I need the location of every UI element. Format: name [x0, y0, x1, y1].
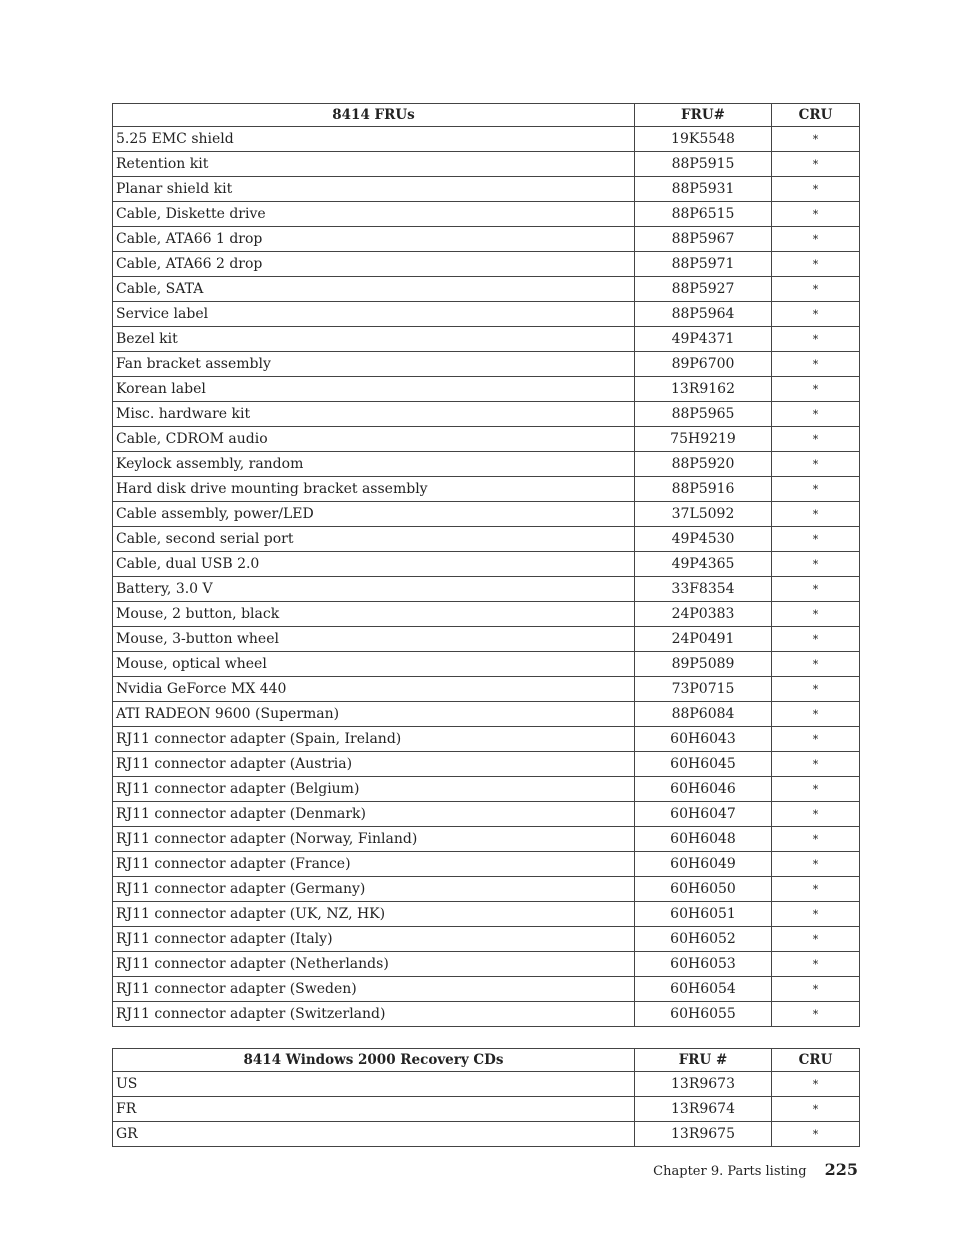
cell-description: RJ11 connector adapter (Spain, Ireland) — [113, 727, 635, 752]
cell-cru: * — [772, 152, 860, 177]
cell-description: Retention kit — [113, 152, 635, 177]
table-row — [113, 177, 860, 202]
table-row — [113, 202, 860, 227]
cell-cru: * — [772, 202, 860, 227]
cell-fru-number: 88P5964 — [635, 302, 772, 327]
table-row — [113, 877, 860, 902]
table-row — [113, 327, 860, 352]
table-row — [113, 1002, 860, 1027]
cell-fru-number: 60H6054 — [635, 977, 772, 1002]
cell-description: FR — [113, 1097, 635, 1122]
cell-cru: * — [772, 752, 860, 777]
table-row — [113, 752, 860, 777]
cell-cru: * — [772, 652, 860, 677]
table-row — [113, 302, 860, 327]
table-header-row — [113, 1049, 860, 1072]
cell-description: ATI RADEON 9600 (Superman) — [113, 702, 635, 727]
cell-fru-number: 60H6049 — [635, 852, 772, 877]
table-row — [113, 452, 860, 477]
cell-description: RJ11 connector adapter (Switzerland) — [113, 1002, 635, 1027]
cell-fru-number: 60H6043 — [635, 727, 772, 752]
table-row — [113, 627, 860, 652]
cell-fru-number: 33F8354 — [635, 577, 772, 602]
cell-cru: * — [772, 552, 860, 577]
cell-description: Mouse, optical wheel — [113, 652, 635, 677]
cell-cru: * — [772, 577, 860, 602]
chapter-label: Chapter 9. Parts listing — [653, 1164, 807, 1179]
table-row — [113, 1072, 860, 1097]
cell-fru-number: 24P0491 — [635, 627, 772, 652]
table-row — [113, 477, 860, 502]
cell-fru-number: 13R9675 — [635, 1122, 772, 1147]
cell-description: Mouse, 3-button wheel — [113, 627, 635, 652]
table-row — [113, 127, 860, 152]
cell-description: Cable, ATA66 2 drop — [113, 252, 635, 277]
table-row — [113, 277, 860, 302]
table-row — [113, 377, 860, 402]
table-row — [113, 902, 860, 927]
cell-cru: * — [772, 677, 860, 702]
cell-fru-number: 60H6051 — [635, 902, 772, 927]
table-header-row — [113, 104, 860, 127]
cell-fru-number: 88P5915 — [635, 152, 772, 177]
cell-cru: * — [772, 177, 860, 202]
table-row — [113, 1122, 860, 1147]
cell-fru-number: 49P4371 — [635, 327, 772, 352]
cell-fru-number: 88P6084 — [635, 702, 772, 727]
cell-description: Cable, SATA — [113, 277, 635, 302]
cell-fru-number: 88P5967 — [635, 227, 772, 252]
table-row — [113, 502, 860, 527]
cell-description: 5.25 EMC shield — [113, 127, 635, 152]
cell-cru: * — [772, 902, 860, 927]
cell-cru: * — [772, 702, 860, 727]
cell-description: RJ11 connector adapter (Belgium) — [113, 777, 635, 802]
cell-description: Hard disk drive mounting bracket assembly — [113, 477, 635, 502]
cell-fru-number: 75H9219 — [635, 427, 772, 452]
cell-cru: * — [772, 627, 860, 652]
cell-cru: * — [772, 452, 860, 477]
cell-cru: * — [772, 827, 860, 852]
cell-fru-number: 73P0715 — [635, 677, 772, 702]
table-row — [113, 652, 860, 677]
cell-fru-number: 88P5971 — [635, 252, 772, 277]
cell-fru-number: 13R9162 — [635, 377, 772, 402]
cell-description: RJ11 connector adapter (Italy) — [113, 927, 635, 952]
cell-cru: * — [772, 802, 860, 827]
cell-fru-number: 60H6045 — [635, 752, 772, 777]
cell-fru-number: 60H6050 — [635, 877, 772, 902]
cell-fru-number: 60H6053 — [635, 952, 772, 977]
cell-cru: * — [772, 377, 860, 402]
table-row — [113, 152, 860, 177]
cell-description: Service label — [113, 302, 635, 327]
cell-fru-number: 88P5920 — [635, 452, 772, 477]
cell-description: Cable assembly, power/LED — [113, 502, 635, 527]
cell-cru: * — [772, 852, 860, 877]
cell-description: RJ11 connector adapter (Norway, Finland) — [113, 827, 635, 852]
cell-description: Misc. hardware kit — [113, 402, 635, 427]
table-row — [113, 552, 860, 577]
cell-fru-number: 88P5927 — [635, 277, 772, 302]
cell-fru-number: 89P5089 — [635, 652, 772, 677]
cell-description: Bezel kit — [113, 327, 635, 352]
cell-fru-number: 60H6047 — [635, 802, 772, 827]
cell-fru-number: 60H6052 — [635, 927, 772, 952]
cell-cru: * — [772, 402, 860, 427]
column-header-cru: CRU — [772, 1049, 860, 1072]
column-header-description: 8414 Windows 2000 Recovery CDs — [113, 1049, 635, 1072]
cell-fru-number: 37L5092 — [635, 502, 772, 527]
table-row — [113, 527, 860, 552]
cell-fru-number: 88P5931 — [635, 177, 772, 202]
cell-cru: * — [772, 527, 860, 552]
table-row — [113, 802, 860, 827]
cell-cru: * — [772, 977, 860, 1002]
cell-fru-number: 49P4530 — [635, 527, 772, 552]
cell-description: RJ11 connector adapter (Denmark) — [113, 802, 635, 827]
table-row — [113, 702, 860, 727]
table-row — [113, 1097, 860, 1122]
cell-fru-number: 13R9674 — [635, 1097, 772, 1122]
cell-description: Cable, dual USB 2.0 — [113, 552, 635, 577]
cell-description: Planar shield kit — [113, 177, 635, 202]
cell-description: RJ11 connector adapter (Germany) — [113, 877, 635, 902]
cell-cru: * — [772, 927, 860, 952]
cell-fru-number: 24P0383 — [635, 602, 772, 627]
cell-description: RJ11 connector adapter (UK, NZ, HK) — [113, 902, 635, 927]
column-header-description: 8414 FRUs — [113, 104, 635, 127]
cell-cru: * — [772, 252, 860, 277]
cell-cru: * — [772, 1097, 860, 1122]
cell-cru: * — [772, 302, 860, 327]
cell-fru-number: 88P5965 — [635, 402, 772, 427]
table-row — [113, 777, 860, 802]
cell-fru-number: 89P6700 — [635, 352, 772, 377]
table-row — [113, 727, 860, 752]
fru-table — [112, 103, 860, 1027]
cell-description: Cable, Diskette drive — [113, 202, 635, 227]
cell-cru: * — [772, 602, 860, 627]
column-header-fru: FRU # — [635, 1049, 772, 1072]
cell-cru: * — [772, 327, 860, 352]
table-row — [113, 952, 860, 977]
page-number: 225 — [824, 1160, 858, 1179]
cell-description: RJ11 connector adapter (Netherlands) — [113, 952, 635, 977]
cell-fru-number: 88P5916 — [635, 477, 772, 502]
cell-description: Battery, 3.0 V — [113, 577, 635, 602]
table-row — [113, 927, 860, 952]
cell-description: Nvidia GeForce MX 440 — [113, 677, 635, 702]
cell-description: Mouse, 2 button, black — [113, 602, 635, 627]
table-row — [113, 602, 860, 627]
table-row — [113, 252, 860, 277]
column-header-fru: FRU# — [635, 104, 772, 127]
table-row — [113, 977, 860, 1002]
cell-cru: * — [772, 1002, 860, 1027]
table-row — [113, 577, 860, 602]
page-footer — [653, 1160, 858, 1179]
cell-description: Keylock assembly, random — [113, 452, 635, 477]
cell-cru: * — [772, 952, 860, 977]
cell-cru: * — [772, 352, 860, 377]
table-row — [113, 677, 860, 702]
cell-description: RJ11 connector adapter (Sweden) — [113, 977, 635, 1002]
cell-description: RJ11 connector adapter (France) — [113, 852, 635, 877]
cell-cru: * — [772, 427, 860, 452]
cell-cru: * — [772, 502, 860, 527]
cell-description: Cable, CDROM audio — [113, 427, 635, 452]
cell-cru: * — [772, 1122, 860, 1147]
cell-cru: * — [772, 477, 860, 502]
table-row — [113, 852, 860, 877]
cell-description: US — [113, 1072, 635, 1097]
cell-fru-number: 60H6055 — [635, 1002, 772, 1027]
cell-cru: * — [772, 1072, 860, 1097]
cell-fru-number: 49P4365 — [635, 552, 772, 577]
table-row — [113, 827, 860, 852]
cell-description: Korean label — [113, 377, 635, 402]
cell-description: GR — [113, 1122, 635, 1147]
table-row — [113, 427, 860, 452]
cell-description: Cable, second serial port — [113, 527, 635, 552]
cell-fru-number: 88P6515 — [635, 202, 772, 227]
cell-cru: * — [772, 227, 860, 252]
table-row — [113, 402, 860, 427]
cell-fru-number: 60H6046 — [635, 777, 772, 802]
cell-description: Fan bracket assembly — [113, 352, 635, 377]
cell-cru: * — [772, 277, 860, 302]
table-row — [113, 227, 860, 252]
column-header-cru: CRU — [772, 104, 860, 127]
cell-description: RJ11 connector adapter (Austria) — [113, 752, 635, 777]
cell-cru: * — [772, 777, 860, 802]
cell-cru: * — [772, 877, 860, 902]
table-row — [113, 352, 860, 377]
cell-fru-number: 60H6048 — [635, 827, 772, 852]
cell-cru: * — [772, 127, 860, 152]
cell-fru-number: 13R9673 — [635, 1072, 772, 1097]
recovery-cd-table — [112, 1048, 860, 1147]
cell-description: Cable, ATA66 1 drop — [113, 227, 635, 252]
cell-cru: * — [772, 727, 860, 752]
cell-fru-number: 19K5548 — [635, 127, 772, 152]
